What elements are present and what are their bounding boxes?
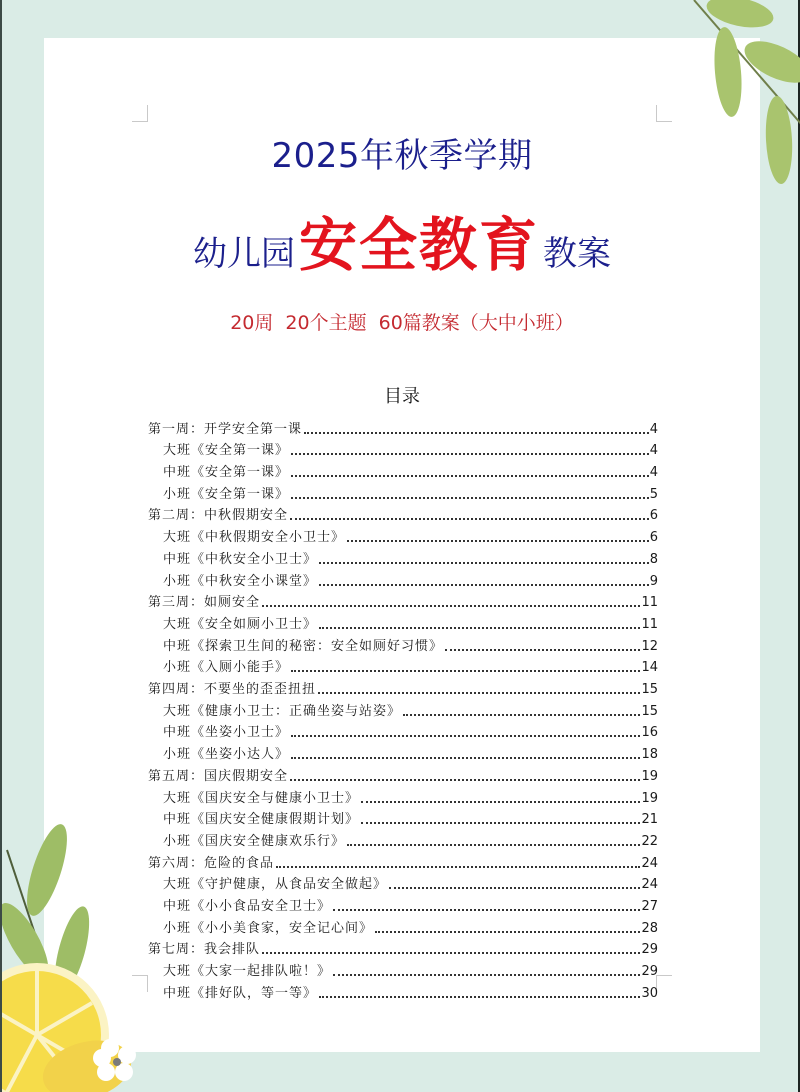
title-main bbox=[44, 198, 760, 282]
dot-leader bbox=[319, 996, 640, 998]
toc-lesson-entry[interactable] bbox=[148, 872, 658, 894]
dot-leader bbox=[361, 801, 640, 803]
toc-lesson-entry[interactable] bbox=[148, 481, 658, 503]
toc-entry-label: 中班《中秋安全小卫士》 bbox=[163, 551, 318, 567]
crop-mark-bottom-left bbox=[132, 975, 148, 992]
toc-lesson-entry[interactable] bbox=[148, 459, 658, 481]
toc-lesson-entry[interactable] bbox=[148, 698, 658, 720]
document-page bbox=[44, 38, 760, 1052]
toc-entry-label: 大班《大家一起排队啦！》 bbox=[163, 964, 332, 980]
title-suffix: 教案 bbox=[543, 234, 611, 274]
dot-leader bbox=[319, 627, 640, 629]
toc-week-entry[interactable] bbox=[148, 416, 658, 438]
toc-page-number: 21 bbox=[641, 812, 658, 828]
toc-page-number: 16 bbox=[641, 725, 658, 741]
toc-lesson-entry[interactable] bbox=[148, 785, 658, 807]
dot-leader bbox=[304, 432, 649, 434]
toc-page-number: 6 bbox=[649, 508, 658, 524]
toc-page-number: 4 bbox=[649, 443, 658, 459]
toc-entry-label: 大班《国庆安全与健康小卫士》 bbox=[163, 790, 360, 806]
toc-lesson-entry[interactable] bbox=[148, 980, 658, 1002]
toc-lesson-entry[interactable] bbox=[148, 720, 658, 742]
toc-page-number: 4 bbox=[649, 465, 658, 481]
toc-page-number: 27 bbox=[641, 899, 658, 915]
toc-entry-label: 大班《健康小卫士：正确坐姿与站姿》 bbox=[163, 703, 402, 719]
toc-entry-label: 中班《探索卫生间的秘密：安全如厕好习惯》 bbox=[163, 638, 444, 654]
toc-page-number: 5 bbox=[649, 486, 658, 502]
toc-lesson-entry[interactable] bbox=[148, 655, 658, 677]
toc-page-number: 14 bbox=[641, 660, 658, 676]
toc-entry-label: 中班《国庆安全健康假期计划》 bbox=[163, 812, 360, 828]
subtitle: 20周 20个主题 60篇教案（大中小班） bbox=[230, 312, 574, 334]
toc-page-number: 24 bbox=[641, 855, 658, 871]
dot-leader bbox=[291, 497, 649, 499]
toc-page-number: 4 bbox=[649, 421, 658, 437]
toc-entry-label: 第四周：不要坐的歪歪扭扭 bbox=[148, 682, 317, 698]
toc-entry-label: 第二周：中秋假期安全 bbox=[148, 508, 289, 524]
toc-page-number: 24 bbox=[641, 877, 658, 893]
dot-leader bbox=[361, 822, 640, 824]
dot-leader bbox=[262, 952, 640, 954]
dot-leader bbox=[375, 931, 640, 933]
crop-mark-bottom-right bbox=[656, 975, 672, 992]
dot-leader bbox=[291, 670, 640, 672]
toc-lesson-entry[interactable] bbox=[148, 915, 658, 937]
toc-entry-label: 大班《守护健康，从食品安全做起》 bbox=[163, 877, 388, 893]
toc-entry-label: 小班《国庆安全健康欢乐行》 bbox=[163, 833, 346, 849]
dot-leader bbox=[389, 887, 640, 889]
dot-leader bbox=[291, 757, 640, 759]
title-semester: 2025年秋季学期 bbox=[271, 136, 533, 176]
toc-lesson-entry[interactable] bbox=[148, 546, 658, 568]
toc-page-number: 15 bbox=[641, 682, 658, 698]
toc-page-number: 18 bbox=[641, 747, 658, 763]
dot-leader bbox=[262, 605, 640, 607]
toc-entry-label: 小班《小小美食家，安全记心间》 bbox=[163, 920, 374, 936]
dot-leader bbox=[347, 844, 640, 846]
toc-entry-label: 中班《坐姿小卫士》 bbox=[163, 725, 290, 741]
toc-entry-label: 小班《安全第一课》 bbox=[163, 486, 290, 502]
dot-leader bbox=[319, 584, 649, 586]
toc-entry-label: 小班《入厕小能手》 bbox=[163, 660, 290, 676]
toc-entry-label: 第六周：危险的食品 bbox=[148, 855, 275, 871]
title-prefix: 幼儿园 bbox=[192, 234, 295, 274]
toc-lesson-entry[interactable] bbox=[148, 959, 658, 981]
toc-entry-label: 第五周：国庆假期安全 bbox=[148, 768, 289, 784]
toc-page-number: 15 bbox=[641, 703, 658, 719]
toc-page-number: 28 bbox=[641, 920, 658, 936]
toc-lesson-entry[interactable] bbox=[148, 807, 658, 829]
toc-lesson-entry[interactable] bbox=[148, 633, 658, 655]
toc-page-number: 9 bbox=[649, 573, 658, 589]
toc-page-number: 29 bbox=[641, 942, 658, 958]
crop-mark-top-left bbox=[132, 105, 148, 122]
dot-leader bbox=[276, 866, 640, 868]
toc-page-number: 22 bbox=[641, 833, 658, 849]
toc-page-number: 12 bbox=[641, 638, 658, 654]
toc-page-number: 6 bbox=[649, 530, 658, 546]
toc-week-entry[interactable] bbox=[148, 763, 658, 785]
title-highlight: 安全教育 bbox=[298, 211, 539, 279]
toc-entry-label: 小班《中秋安全小课堂》 bbox=[163, 573, 318, 589]
dot-leader bbox=[318, 692, 640, 694]
toc-entry-label: 大班《中秋假期安全小卫士》 bbox=[163, 530, 346, 546]
dot-leader bbox=[291, 475, 649, 477]
toc-page-number: 11 bbox=[641, 595, 658, 611]
toc-entry-label: 大班《安全如厕小卫士》 bbox=[163, 616, 318, 632]
toc-page-number: 11 bbox=[641, 616, 658, 632]
toc-page-number: 19 bbox=[641, 768, 658, 784]
toc-page-number: 19 bbox=[641, 790, 658, 806]
dot-leader bbox=[291, 735, 640, 737]
toc-entry-label: 中班《小小食品安全卫士》 bbox=[163, 899, 332, 915]
dot-leader bbox=[333, 974, 640, 976]
toc-lesson-entry[interactable] bbox=[148, 611, 658, 633]
toc-heading: 目录 bbox=[384, 386, 420, 407]
dot-leader bbox=[403, 714, 640, 716]
dot-leader bbox=[290, 518, 649, 520]
toc-week-entry[interactable] bbox=[148, 850, 658, 872]
dot-leader bbox=[319, 562, 649, 564]
toc-page-number: 8 bbox=[649, 551, 658, 567]
dot-leader bbox=[291, 453, 649, 455]
toc-entry-label: 小班《坐姿小达人》 bbox=[163, 747, 290, 763]
toc-page-number: 29 bbox=[641, 964, 658, 980]
toc-lesson-entry[interactable] bbox=[148, 568, 658, 590]
toc-lesson-entry[interactable] bbox=[148, 828, 658, 850]
toc-lesson-entry[interactable] bbox=[148, 525, 658, 547]
toc-entry-label: 第一周：开学安全第一课 bbox=[148, 421, 303, 437]
dot-leader bbox=[445, 649, 640, 651]
toc-week-entry[interactable] bbox=[148, 503, 658, 525]
toc-entry-label: 中班《安全第一课》 bbox=[163, 465, 290, 481]
toc-entry-label: 第七周：我会排队 bbox=[148, 942, 261, 958]
toc-entry-label: 中班《排好队，等一等》 bbox=[163, 985, 318, 1001]
toc-lesson-entry[interactable] bbox=[148, 893, 658, 915]
toc-week-entry[interactable] bbox=[148, 676, 658, 698]
toc-lesson-entry[interactable] bbox=[148, 742, 658, 764]
toc-week-entry[interactable] bbox=[148, 590, 658, 612]
dot-leader bbox=[290, 779, 640, 781]
toc-week-entry[interactable] bbox=[148, 937, 658, 959]
toc-entry-label: 大班《安全第一课》 bbox=[163, 443, 290, 459]
dot-leader bbox=[333, 909, 640, 911]
toc-entry-label: 第三周：如厕安全 bbox=[148, 595, 261, 611]
toc-lesson-entry[interactable] bbox=[148, 438, 658, 460]
dot-leader bbox=[347, 540, 649, 542]
toc-page-number: 30 bbox=[641, 985, 658, 1001]
crop-mark-top-right bbox=[656, 105, 672, 122]
